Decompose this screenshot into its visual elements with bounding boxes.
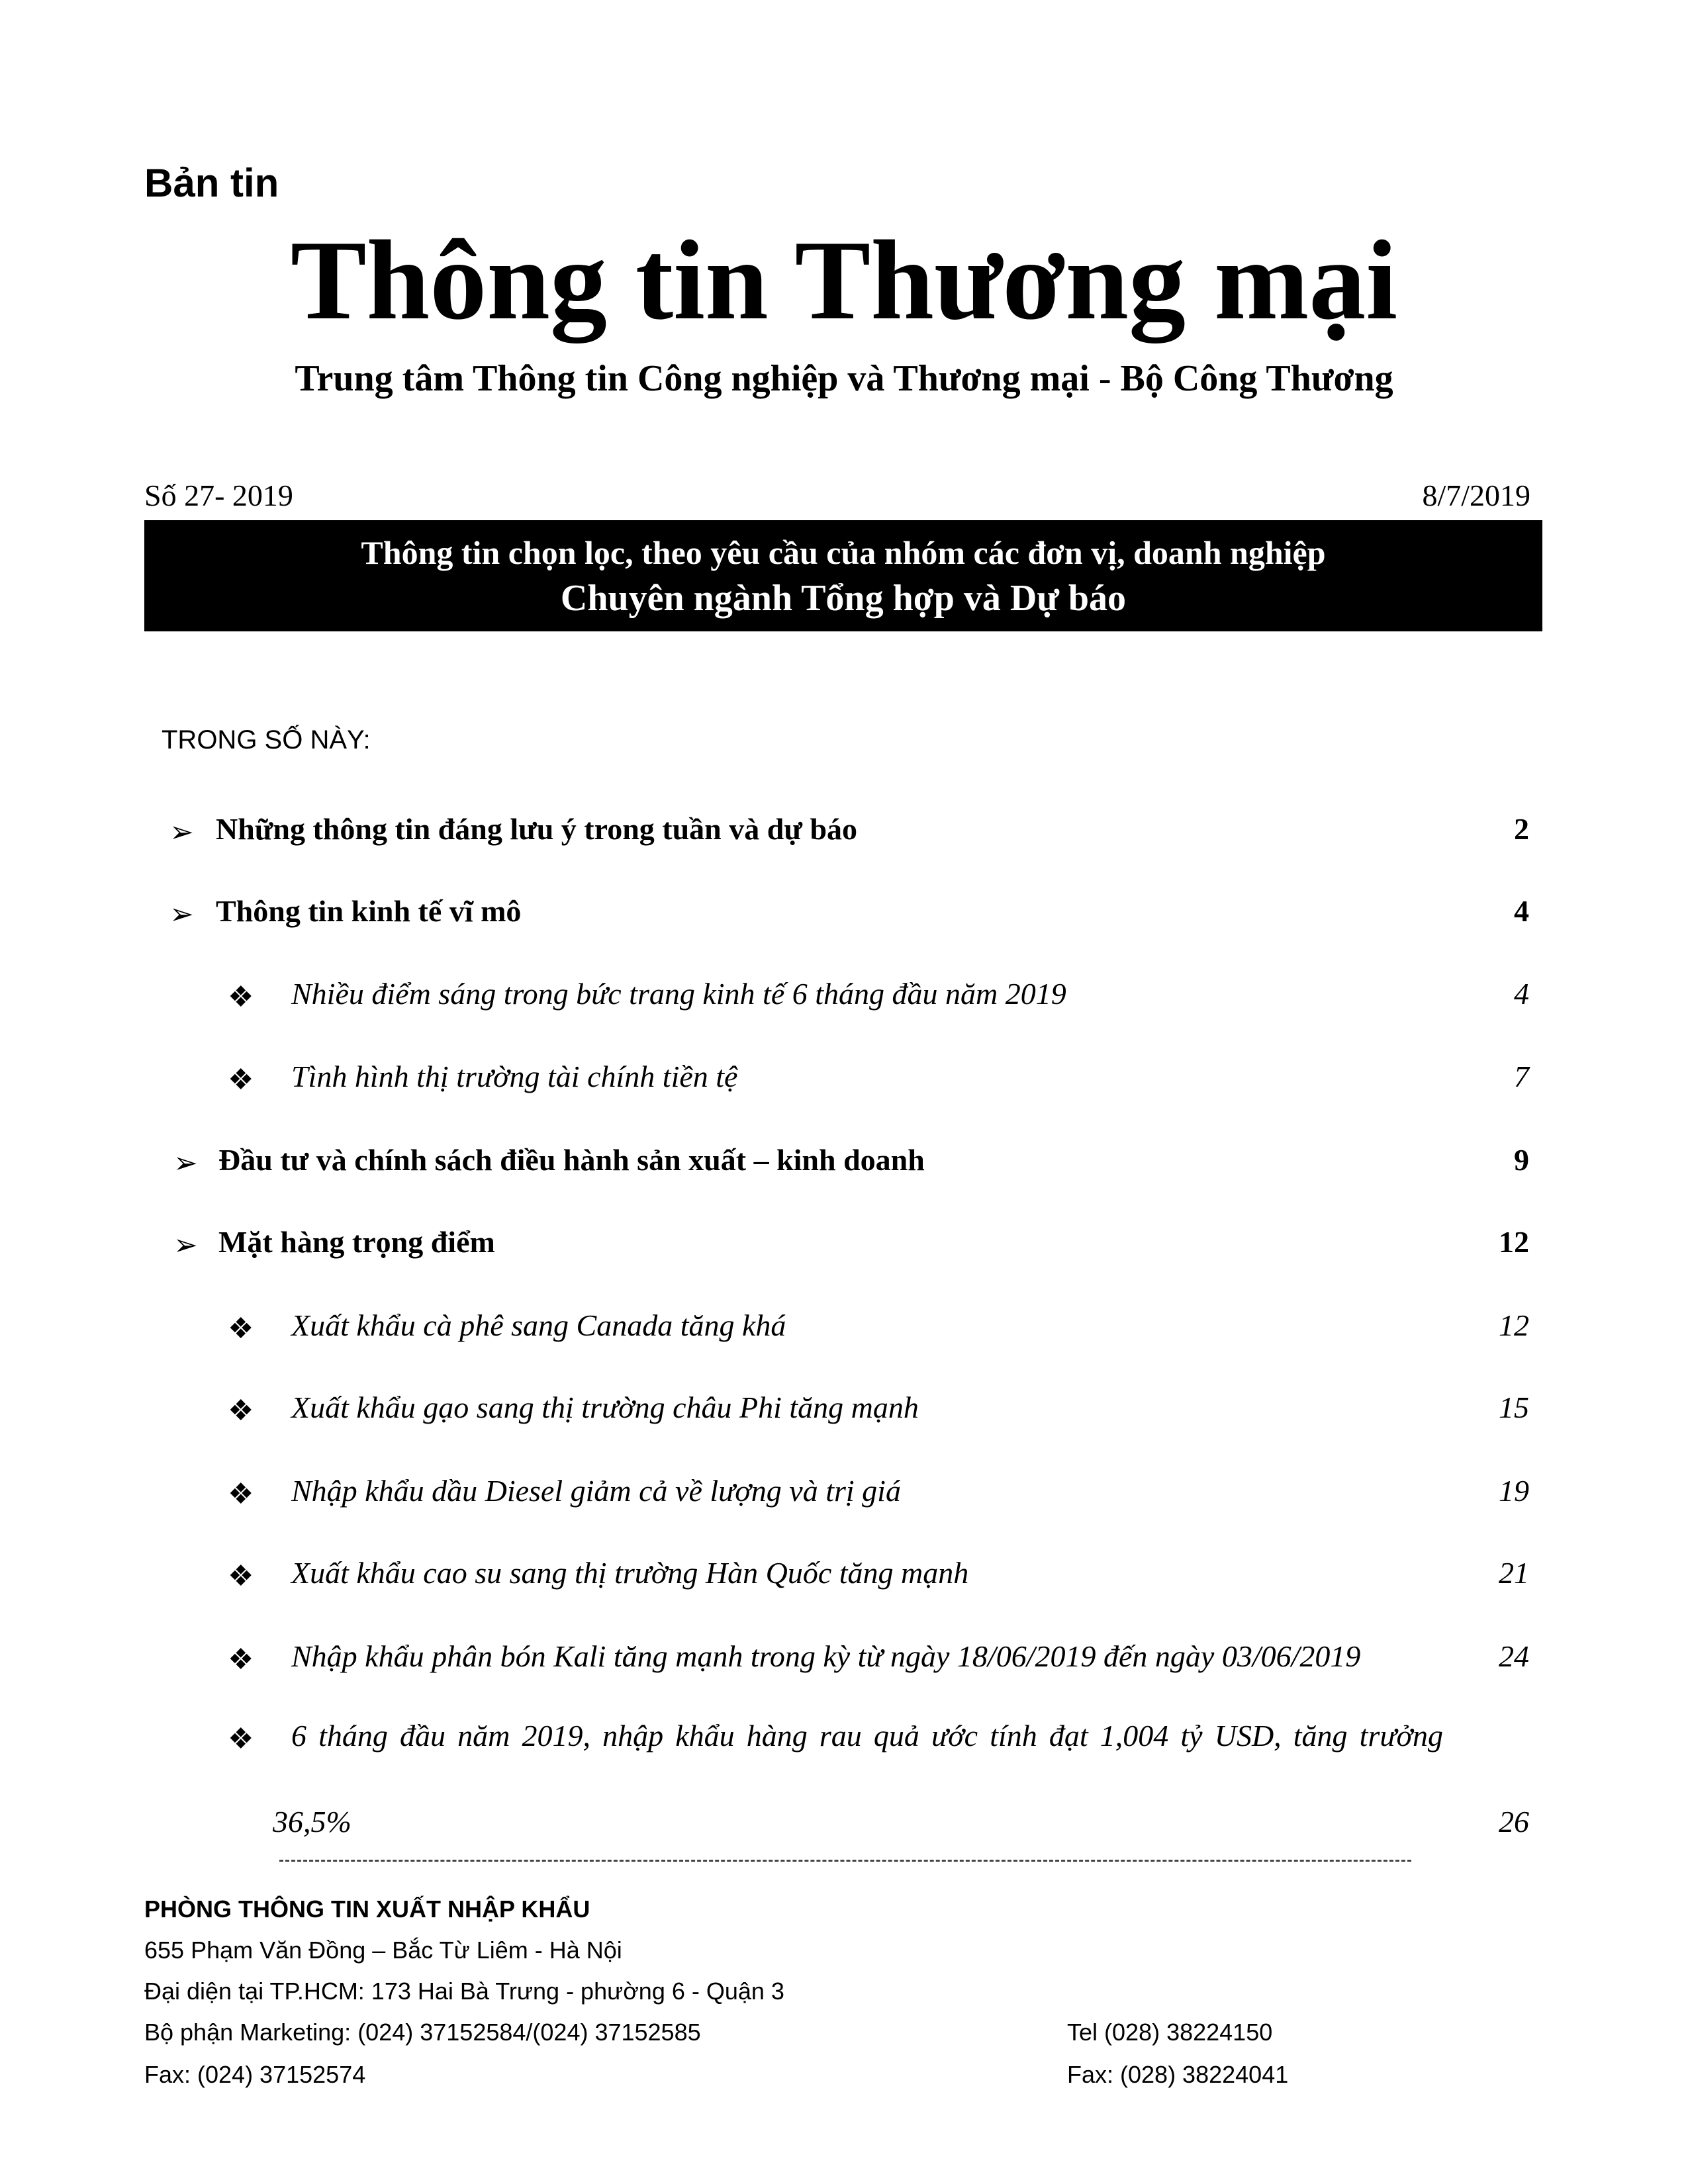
- toc-item-label: Thông tin kinh tế vĩ mô: [216, 894, 522, 928]
- toc-item-page: 12: [1499, 1225, 1529, 1259]
- footer-fax-hcm: Fax: (028) 38224041: [1067, 2061, 1289, 2088]
- toc-item-label: Nhiều điểm sáng trong bức trang kinh tế 6 tháng đầu năm 2019: [291, 977, 1066, 1011]
- footer-org: PHÒNG THÔNG TIN XUẤT NHẬP KHẨU: [144, 1895, 590, 1923]
- footer-address: 655 Phạm Văn Đồng – Bắc Từ Liêm - Hà Nội: [144, 1936, 622, 1964]
- toc-item[interactable]: [0, 1224, 1688, 1271]
- diamond-bullet-icon: ❖: [228, 1394, 254, 1427]
- footer-tel-hcm: Tel (028) 38224150: [1067, 2019, 1273, 2046]
- divider: [279, 1860, 1411, 1862]
- issue-number: Số 27- 2019: [144, 478, 293, 512]
- toc-item-label: Đầu tư và chính sách điều hành sản xuất – kinh doanh: [218, 1143, 925, 1177]
- toc-item-page: 19: [1499, 1474, 1529, 1508]
- toc-item-label-continued[interactable]: 36,5%: [273, 1805, 352, 1839]
- footer-marketing: Bộ phận Marketing: (024) 37152584/(024) 37152585: [144, 2019, 701, 2046]
- diamond-bullet-icon: ❖: [228, 981, 254, 1013]
- toc-item-page: 9: [1514, 1143, 1529, 1177]
- toc-item[interactable]: [0, 1059, 1688, 1105]
- toc-item-label: Mặt hàng trọng điểm: [218, 1225, 495, 1259]
- toc-item-label: Những thông tin đáng lưu ý trong tuần và dự báo: [216, 812, 858, 846]
- toc-item-label: Nhập khẩu dầu Diesel giảm cả về lượng và trị giá: [291, 1474, 901, 1508]
- toc-item[interactable]: [0, 1473, 1688, 1520]
- banner-line-2: Chuyên ngành Tổng hợp và Dự báo: [560, 578, 1127, 619]
- topic-banner: [144, 520, 1542, 631]
- diamond-bullet-icon: ❖: [228, 1312, 254, 1345]
- toc-item[interactable]: [0, 1555, 1688, 1602]
- pretitle: Bản tin: [144, 161, 279, 205]
- arrow-bullet-icon: ➢: [169, 816, 194, 848]
- footer-hcm-office: Đại diện tại TP.HCM: 173 Hai Bà Trưng - phường 6 - Quận 3: [144, 1978, 784, 2005]
- toc-item-page: 15: [1499, 1390, 1529, 1424]
- banner-line-1: Thông tin chọn lọc, theo yêu cầu của nhóm các đơn vị, doanh nghiệp: [361, 534, 1326, 571]
- page-title: Thông tin Thương mại: [290, 218, 1398, 343]
- toc-item-page: 7: [1514, 1060, 1529, 1093]
- toc-item-page: 21: [1499, 1556, 1529, 1590]
- toc-item-label: Tình hình thị trường tài chính tiền tệ: [291, 1060, 738, 1093]
- toc-item[interactable]: [0, 1142, 1688, 1189]
- diamond-bullet-icon: ❖: [228, 1478, 254, 1510]
- toc-item-page: 2: [1514, 812, 1529, 846]
- toc-item[interactable]: [0, 1639, 1688, 1685]
- toc-item-label: Xuất khẩu gạo sang thị trường châu Phi tăng mạnh: [291, 1390, 919, 1424]
- toc-item-page: 24: [1499, 1639, 1529, 1673]
- toc-item[interactable]: [0, 1308, 1688, 1354]
- arrow-bullet-icon: ➢: [173, 1147, 198, 1179]
- diamond-bullet-icon: ❖: [228, 1560, 254, 1592]
- diamond-bullet-icon: ❖: [228, 1643, 254, 1676]
- toc-item-label[interactable]: 6 tháng đầu năm 2019, nhập khẩu hàng rau quả ước tính đạt 1,004 tỷ USD, tăng trưởng: [291, 1719, 1443, 1752]
- toc-item[interactable]: [0, 893, 1688, 940]
- diamond-bullet-icon: ❖: [228, 1064, 254, 1096]
- toc-item-page: 12: [1499, 1308, 1529, 1342]
- toc-item-page: 26: [1499, 1805, 1529, 1839]
- toc-item-page: 4: [1514, 977, 1529, 1011]
- arrow-bullet-icon: ➢: [169, 898, 194, 931]
- diamond-bullet-icon: ❖: [228, 1723, 254, 1755]
- toc-item[interactable]: [0, 811, 1688, 858]
- footer-fax-hanoi: Fax: (024) 37152574: [144, 2061, 366, 2088]
- toc-heading: TRONG SỐ NÀY:: [162, 725, 371, 754]
- toc-item[interactable]: [0, 976, 1688, 1023]
- toc-item-label: Xuất khẩu cao su sang thị trường Hàn Quốc tăng mạnh: [291, 1556, 969, 1590]
- toc-item-label: Nhập khẩu phân bón Kali tăng mạnh trong kỳ từ ngày 18/06/2019 đến ngày 03/06/2019: [291, 1639, 1361, 1673]
- toc-item[interactable]: [0, 1390, 1688, 1436]
- issue-date: 8/7/2019: [1422, 478, 1530, 512]
- publisher-subtitle: Trung tâm Thông tin Công nghiệp và Thương mại - Bộ Công Thương: [295, 358, 1393, 399]
- toc-item-page: 4: [1514, 894, 1529, 928]
- toc-item-label: Xuất khẩu cà phê sang Canada tăng khá: [291, 1308, 786, 1342]
- arrow-bullet-icon: ➢: [173, 1229, 198, 1261]
